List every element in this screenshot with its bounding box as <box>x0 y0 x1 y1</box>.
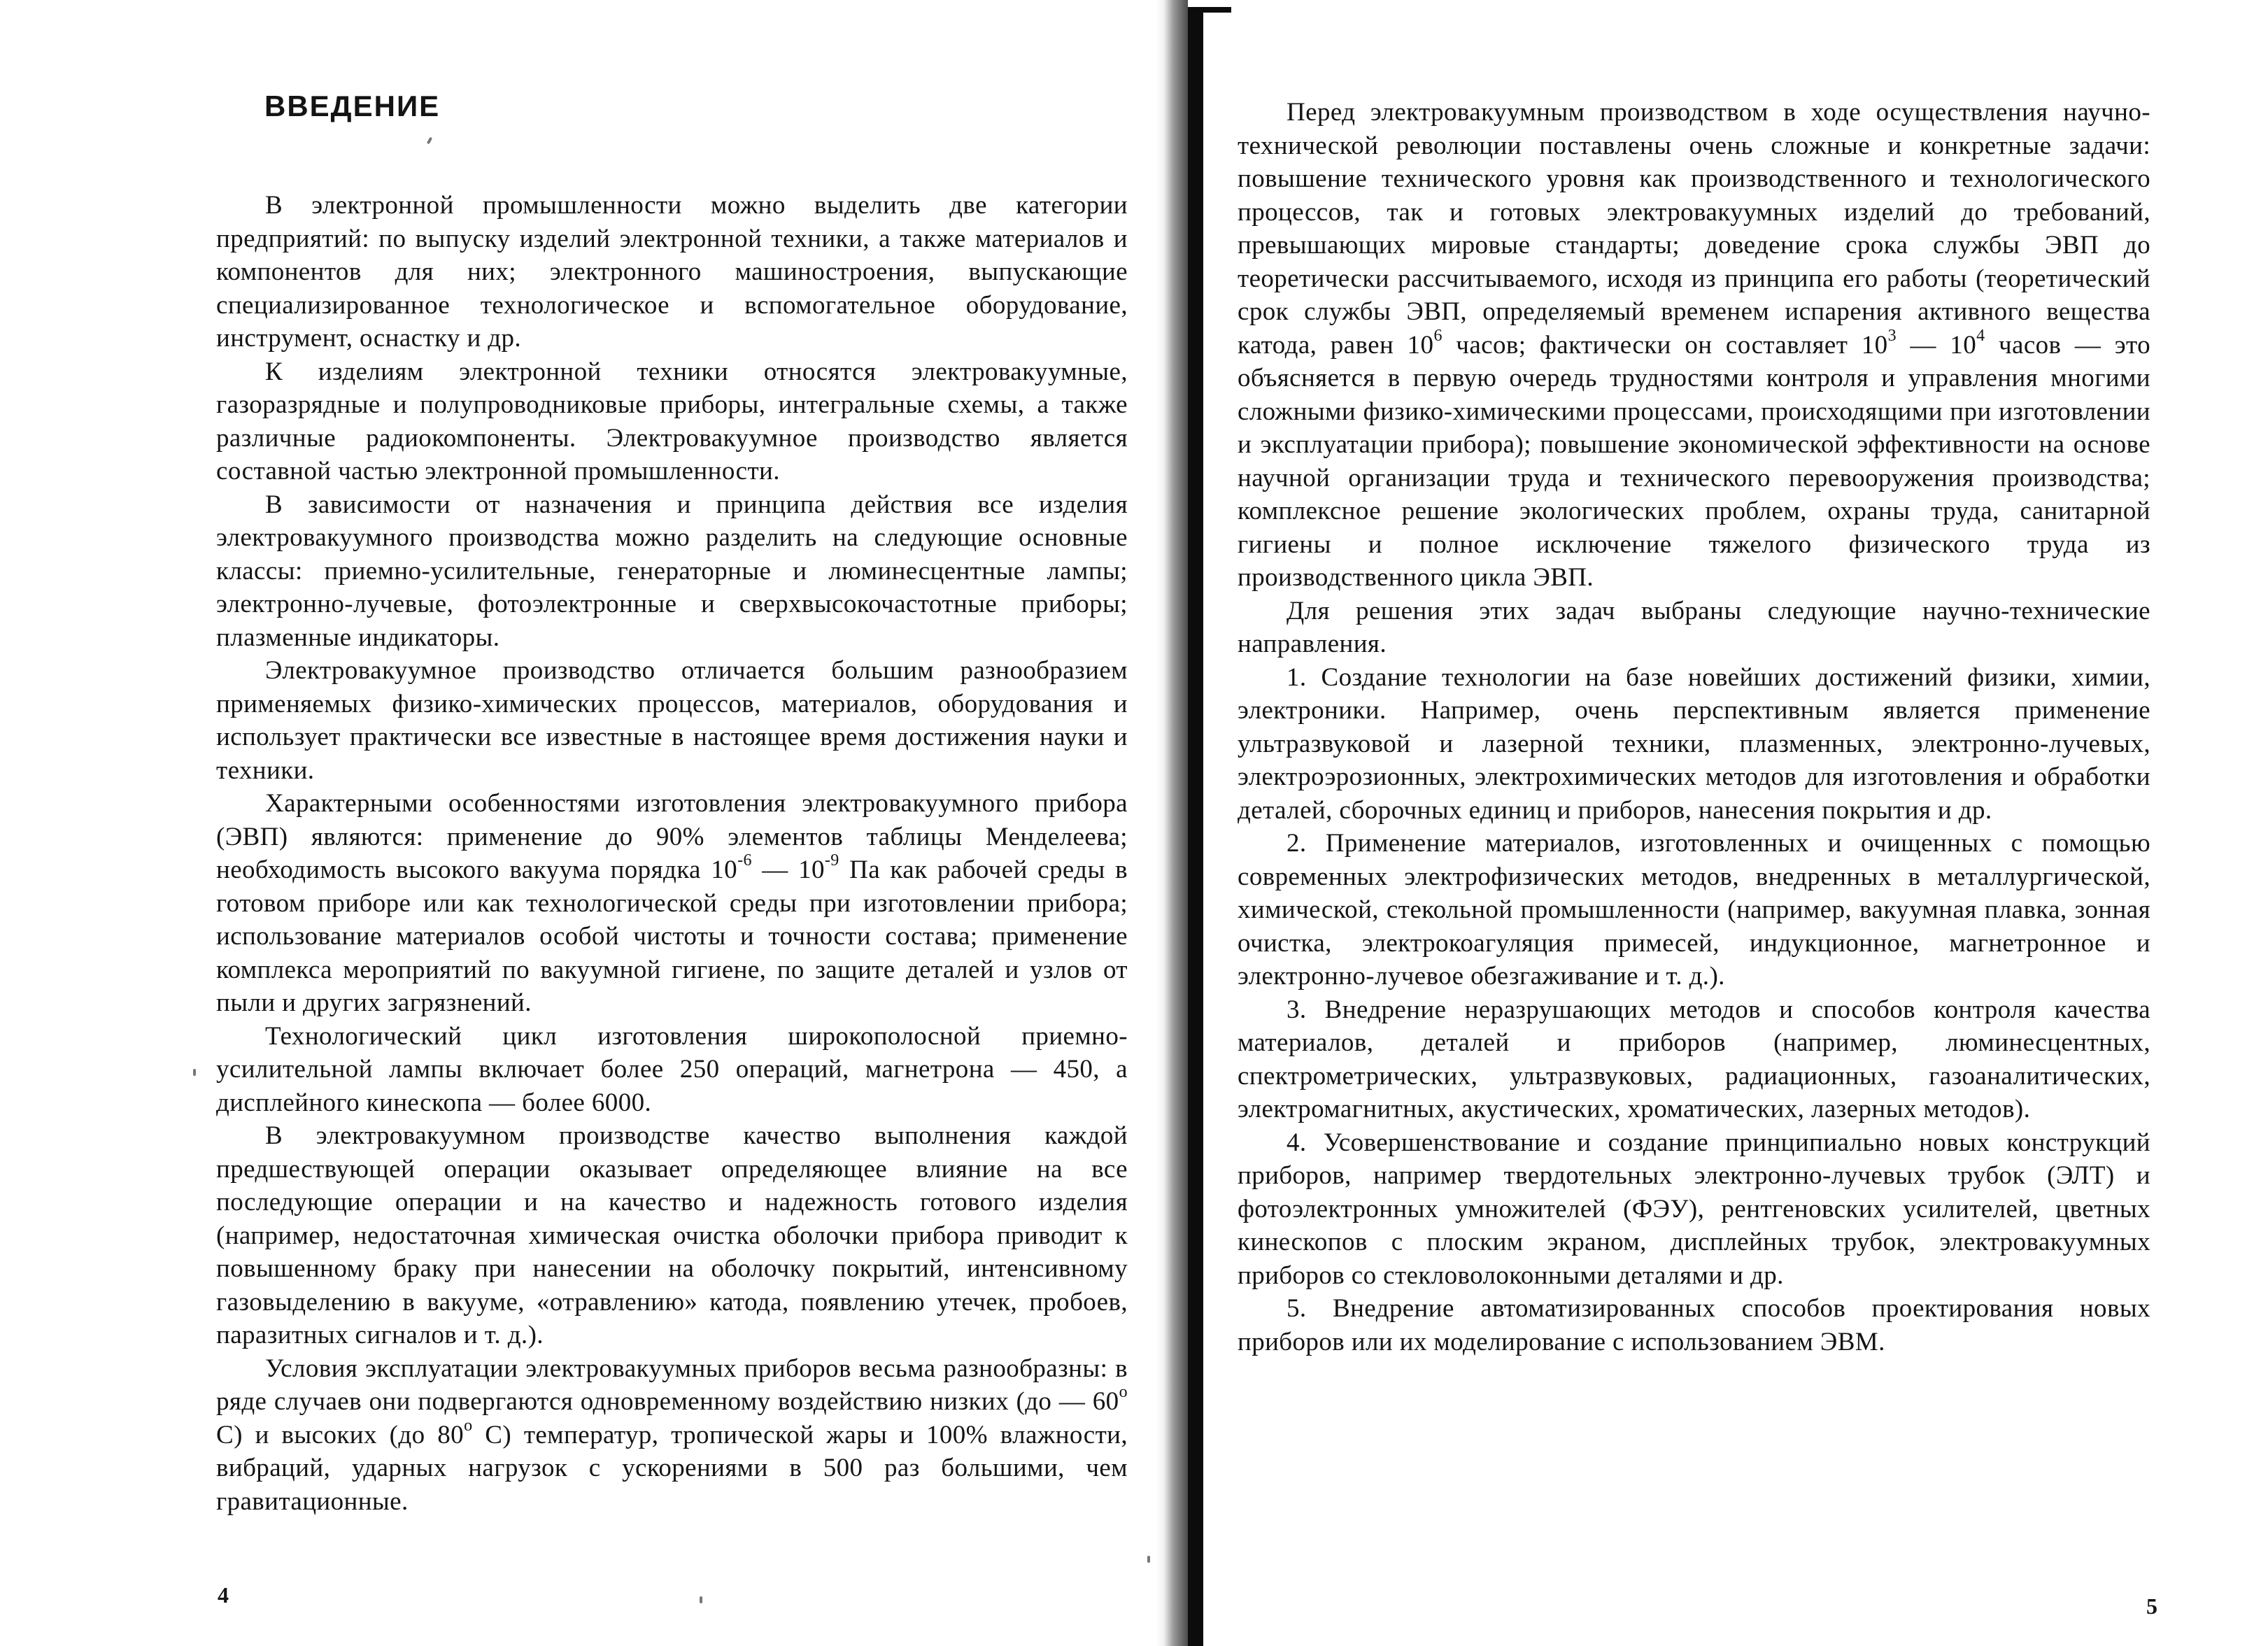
right-page <box>1161 0 2268 1646</box>
list-item: 4. Усовершенствование и создание принципиально новых конструкций приборов, например твердотельных электронно-лучевых трубок (ЭЛТ) и фотоэлектронных умножителей (ФЭУ), рентгеновских усилителей, цветных кинескопов с плоским экраном, дисплейных трубок, электровакуумных приборов со стекловолоконными деталями и др. <box>1238 1128 2150 1290</box>
paragraph: Электровакуумное производство отличается большим разнообразием применяемых физико-химических процессов, материалов, оборудования и использует практически все известные в настоящее время достижения науки и техники. <box>216 656 1128 785</box>
paragraph: К изделиям электронной техники относятся электровакуумные, газоразрядные и полупроводниковые приборы, интегральные схемы, а также различные радиокомпоненты. Электровакуумное производство является составной частью электронной промышленности. <box>216 357 1128 485</box>
paragraph: В зависимости от назначения и принципа действия все изделия электровакуумного производства можно разделить на следующие основные классы: приемно-усилительные, генераторные и люминесцентные лампы; электронно-лучевые, фотоэлектронные и сверхвысокочастотные приборы; плазменные индикаторы. <box>216 490 1128 652</box>
paragraph <box>216 787 1128 1020</box>
list-item: 1. Создание технологии на базе новейших достижений физики, химии, электроники. Например, очень перспективным является применение ультразвуковой и лазерной техники, плазменных, электронно-лучевых, электроэрозионных, электрохимических методов для изготовления и обработки деталей, сборочных единиц и приборов, нанесения покрытия и др. <box>1238 662 2150 825</box>
exponent: -9 <box>824 851 839 870</box>
exponent: 6 <box>1433 326 1443 345</box>
text-run: Перед электровакуумным производством в ходе осуществления научно-технической революции поставлены очень сложные и конкретные задачи: повышение технического уровня как производственного и технологического процессов, так и готовых электровакуумных изделий до требований, превышающих мировые стандарты; доведение срока службы ЭВП до теоретически рассчитываемого, исходя из принципа его работы (теоретический срок службы ЭВП, определяемый временем испарения активного вещества катода, равен 10 <box>1238 98 2150 360</box>
list-item: 5. Внедрение автоматизированных способов проектирования новых приборов или их моделирование с использованием ЭВМ. <box>1238 1294 2150 1356</box>
list-item: 3. Внедрение неразрушающих методов и способов контроля качества материалов, деталей и приборов (например, люминесцентных, спектрометрических, ультразвуковых, радиационных, газоаналитических, электромагнитных, акустических, хроматических, лазерных методов). <box>1238 995 2150 1123</box>
degree-sign: о <box>1119 1383 1128 1401</box>
paragraph: В электронной промышленности можно выделить две категории предприятий: по выпуску изделий электронной техники, а также материалов и компонентов для них; электронного машиностроения, выпускающие специализированное технологическое и вспомогательное оборудование, инструмент, оснастку и др. <box>216 191 1128 353</box>
text-run: Па как рабочей среды в готовом приборе или как технологической среды при изготовлении прибора; использование материалов особой чистоты и точности состава; применение комплекса мероприятий по вакуумной гигиене, по защите деталей и узлов от пыли и других загрязнений. <box>216 856 1128 1017</box>
text-run: Характерными особенностями изготовления электровакуумного прибора (ЭВП) являются: применение до 90% элементов таблицы Менделеева; необходимость высокого вакуума порядка 10 <box>216 789 1128 884</box>
paragraph: В электровакуумном производстве качество выполнения каждой предшествующей операции оказывает определяющее влияние на все последующие операции и на качество и надежность готового изделия (например, недостаточная химическая очистка оболочки прибора приводит к повышенному браку при нанесении на оболочку покрытий, интенсивному газовыделению в вакууме, «отравлению» катода, появлению утечек, пробоев, паразитных сигналов и т. д.). <box>216 1121 1128 1349</box>
exponent: -6 <box>737 851 752 870</box>
text-run: Условия эксплуатации электровакуумных приборов весьма разнообразны: в ряде случаев они подвергаются одновременному воздействию низких (до — 60 <box>216 1354 1128 1416</box>
scan-speck <box>700 1596 702 1603</box>
left-page-body <box>216 189 1128 1518</box>
text-run: часов — это объясняется в первую очередь трудностями контроля и управления многими сложными физико-химическими процессами, происходящими при изготовлении и эксплуатации прибора); повышение экономической эффективности на основе научной организации труда и технического перевооружения производства; комплексное решение экологических проблем, охраны труда, санитарной гигиены и полное исключение тяжелого физического труда из производственного цикла ЭВП. <box>1238 330 2151 592</box>
list-item: 2. Применение материалов, изготовленных и очищенных с помощью современных электрофизических методов, внедренных в металлургической, химической, стекольной промышленности (например, вакуумная плавка, зонная очистка, электрокоагуляция примесей, индукционное, магнетронное и электронно-лучевое обезгаживание и т. д.). <box>1238 829 2150 991</box>
section-heading: ВВЕДЕНИЕ <box>264 90 441 122</box>
text-run: С) и высоких (до 80 <box>216 1420 465 1449</box>
paragraph <box>216 1352 1128 1519</box>
scan-speck <box>1147 1556 1150 1563</box>
right-page-body <box>1238 96 2150 1358</box>
scan-speck <box>427 137 432 145</box>
paragraph: Для решения этих задач выбраны следующие научно-технические направления. <box>1238 596 2150 658</box>
text-run: часов; фактически он составляет 10 <box>1442 330 1888 360</box>
page-number-left: 4 <box>218 1582 229 1608</box>
text-run: С) температур, тропической жары и 100% влажности, вибраций, ударных нагрузок с ускорениями в 500 раз большими, чем гравитационные. <box>216 1420 1128 1516</box>
text-run: — 10 <box>1896 330 1977 360</box>
exponent: 4 <box>1976 326 1985 345</box>
page-number-right: 5 <box>2146 1594 2157 1619</box>
paragraph <box>1238 96 2150 595</box>
degree-sign: о <box>464 1416 473 1435</box>
exponent: 3 <box>1887 326 1897 345</box>
paragraph: Технологический цикл изготовления широкополосной приемно-усилительной лампы включает более 250 операций, магнетрона — 450, а дисплейного кинескопа — более 6000. <box>216 1021 1128 1117</box>
text-run: — 10 <box>751 856 825 884</box>
scan-speck <box>193 1069 196 1076</box>
